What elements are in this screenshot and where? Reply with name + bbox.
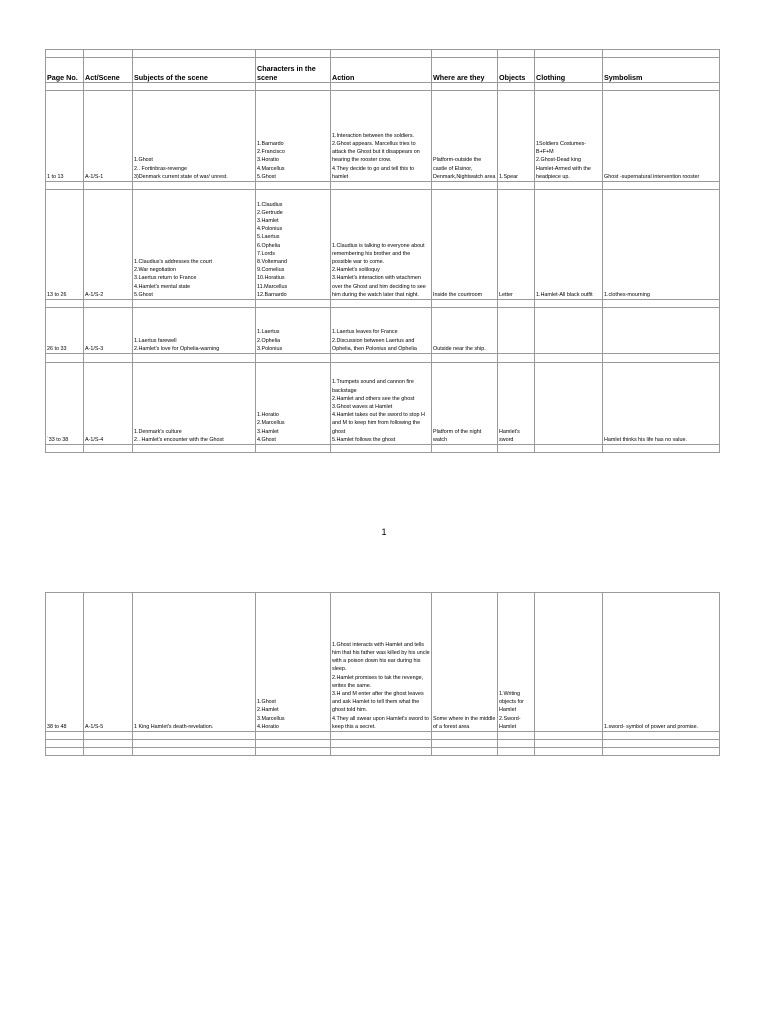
cell-subjects <box>133 363 256 445</box>
cell-line: 1.Claudius's addresses the court <box>134 258 213 265</box>
cell-line: 4.Ghost <box>257 436 276 443</box>
cell-line: 1.Trumpets sound and cannon fire backstage <box>332 379 414 394</box>
spacer-row <box>46 445 720 453</box>
cell-line: 7.Lords <box>257 250 275 257</box>
cell-line: 3.Hamlet <box>257 428 279 435</box>
cell-line: 11.Marcellus <box>257 283 288 290</box>
spacer-row <box>46 83 720 91</box>
cell-line: 1.Interaction between the soldiers. <box>332 132 415 139</box>
cell-clothing <box>535 190 603 300</box>
cell-line: 2.. Fortinbras-revenge <box>134 165 188 172</box>
cell-where: Platform-outside the castle of Elsinor, Denmark,Nightwatch area <box>432 91 498 182</box>
cell-line: 2.Hamlet and others see the ghost <box>332 395 415 402</box>
cell-symbolism <box>603 308 720 354</box>
cell-page-no: 26 to 33 <box>46 308 84 354</box>
cell-subjects <box>133 190 256 300</box>
cell-line: 1.Claudius <box>257 201 283 208</box>
cell-page-no: 1 to 13 <box>46 91 84 182</box>
cell-line: 5.Laertus <box>257 234 280 241</box>
cell-line: 3.Marcellus <box>257 715 285 722</box>
cell-line: 1.Barnardo <box>257 140 284 147</box>
cell-act-scene: A-1/S-3 <box>84 308 133 354</box>
header-objects: Objects <box>498 58 535 83</box>
spacer-row <box>46 354 720 363</box>
spacer-row <box>46 740 720 748</box>
cell-line: 3.Horatio <box>257 157 279 164</box>
cell-objects: 1.Writing objects for Hamlet 2.Sword-Hamlet <box>498 593 535 732</box>
cell-symbolism: 1.clothes-mourning <box>603 190 720 300</box>
cell-line: 1.Laertus farewell <box>134 337 177 344</box>
table-row <box>46 308 720 354</box>
cell-line: 5.Ghost <box>257 173 276 180</box>
cell-line: 12.Barnardo <box>257 291 287 298</box>
cell-line: 2.Hamlet promises to tak the revenge, writes the same. <box>332 674 424 689</box>
scene-table-page-2 <box>45 592 720 756</box>
cell-line: 2.Gertrude <box>257 209 283 216</box>
scene-table-page-1 <box>45 49 720 453</box>
cell-objects: Letter <box>498 190 535 300</box>
cell-line: 2.Hamlet <box>257 707 279 714</box>
header-subjects: Subjects of the scene <box>133 58 256 83</box>
cell-line: 4.Horatio <box>257 723 279 730</box>
cell-symbolism: 1.sword- symbol of power and promise. <box>603 593 720 732</box>
header-row <box>46 58 720 83</box>
cell-line: 2.Discussion between Laertus and Ophelia, then Polonius and Ophelia <box>332 337 417 352</box>
cell-objects: 1.Spear <box>498 91 535 182</box>
cell-line: 3)Denmark current state of war/ unrest. <box>134 173 228 180</box>
spacer-row <box>46 300 720 308</box>
cell-line: 6.Ophelia <box>257 242 281 249</box>
header-characters: Characters in the scene <box>256 58 331 83</box>
cell-line: 1Soldiers Costumes-B+F+M <box>536 140 587 156</box>
cell-line: 4.Hamlet's mental state <box>134 283 191 290</box>
cell-clothing <box>535 593 603 732</box>
header-symbolism: Symbolism <box>603 58 720 83</box>
cell-subjects <box>133 308 256 354</box>
table-row <box>46 190 720 300</box>
table-row <box>46 363 720 445</box>
header-action: Action <box>331 58 432 83</box>
cell-line: 1 King Hamlet's death-revelation. <box>134 723 214 730</box>
header-where: Where are they <box>432 58 498 83</box>
cell-page-no: 38 to 48 <box>46 593 84 732</box>
cell-clothing <box>535 91 603 182</box>
cell-line: 4.They all swear upon Hamlet's sword to keep this a secret. <box>332 715 429 730</box>
cell-line: 2.Ophelia <box>257 337 281 344</box>
cell-line: 4.Hamlet takes out the sword to stop H and M to keep him from following the ghost <box>332 412 425 435</box>
cell-line: 2.. Hamlet's encounter with the Ghost <box>134 436 224 443</box>
cell-line: 1.Denmark's culture <box>134 428 182 435</box>
cell-line: 1.Ghost interacts with Hamlet and tells him that his father was killed by his uncle with a poison down his ear during his sleep. <box>332 641 430 673</box>
header-act-scene: Act/Scene <box>84 58 133 83</box>
cell-line: 3.Ghost waves at Hamlet <box>332 403 393 410</box>
cell-line: 1.Ghost <box>257 699 276 706</box>
cell-objects <box>498 308 535 354</box>
cell-page-no: 13 to 26 <box>46 190 84 300</box>
cell-symbolism: Ghost -supernatural intervention rooster <box>603 91 720 182</box>
cell-line: 2.War negotiation <box>134 267 177 274</box>
cell-line: 3.Hamlet's interaction with wtachmen over the Ghost and him deciding to see him during the watch later that night. <box>332 275 426 298</box>
cell-where: Outside near the ship. <box>432 308 498 354</box>
table-row <box>46 91 720 182</box>
cell-characters <box>256 91 331 182</box>
cell-action <box>331 308 432 354</box>
cell-line: 2.Marcellus <box>257 420 285 427</box>
cell-line: 9.Cornelius <box>257 267 285 274</box>
spacer-row <box>46 182 720 190</box>
cell-line: 2.Hamlet's soliloquy <box>332 267 380 274</box>
cell-clothing <box>535 363 603 445</box>
cell-objects: Hamlet's sword <box>498 363 535 445</box>
cell-line: 1.Hamlet-All black outfit <box>536 291 593 298</box>
cell-line: 1.Horatio <box>257 412 279 419</box>
cell-line: 1.Ghost <box>134 157 153 164</box>
cell-line: 5.Hamlet follows the ghost <box>332 436 396 443</box>
cell-line: 3.H and M enter after the ghost leaves and ask Hamlet to tell them what the ghost told him. <box>332 690 424 714</box>
cell-line: 3.Hamlet <box>257 217 279 224</box>
cell-where: Inside the courtroom <box>432 190 498 300</box>
cell-characters <box>256 593 331 732</box>
cell-line: 4.Marcellus <box>257 165 285 172</box>
cell-subjects <box>133 91 256 182</box>
spacer-row <box>46 748 720 756</box>
cell-line: 1.Laertus <box>257 329 280 336</box>
header-clothing: Clothing <box>535 58 603 83</box>
cell-line: 3.Laertus return to France <box>134 275 197 282</box>
cell-act-scene: A-1/S-5 <box>84 593 133 732</box>
cell-action <box>331 91 432 182</box>
cell-clothing <box>535 308 603 354</box>
cell-line: 10.Horatius <box>257 275 285 282</box>
cell-action <box>331 190 432 300</box>
cell-where: Platform of the night watch <box>432 363 498 445</box>
spacer-row <box>46 732 720 740</box>
cell-action <box>331 363 432 445</box>
cell-line: 2.Francisco <box>257 149 285 156</box>
cell-characters <box>256 363 331 445</box>
cell-characters <box>256 190 331 300</box>
table-row <box>46 593 720 732</box>
cell-line: 2.Ghost appears. Marcellus tries to attack the Ghost but it disappears on hearing the rooster crow. <box>332 140 420 164</box>
cell-act-scene: A-1/S-4 <box>84 363 133 445</box>
cell-line: 1.Claudius is talking to everyone about remembering his brother and the possible war to come. <box>332 242 425 265</box>
cell-line: 4.Polonius <box>257 226 283 233</box>
cell-characters <box>256 308 331 354</box>
cell-subjects <box>133 593 256 732</box>
cell-act-scene: A-1/S-1 <box>84 91 133 182</box>
cell-where: Some where in the middle of a forest area <box>432 593 498 732</box>
cell-line: 5.Ghost <box>134 291 153 298</box>
cell-line: 2.Hamlet's love for Ophelia-warning <box>134 345 220 352</box>
header-page-no: Page No. <box>46 58 84 83</box>
cell-page-no: `33 to 38 <box>46 363 84 445</box>
page-number: 1 <box>381 527 387 537</box>
spacer-row <box>46 50 720 58</box>
cell-line: 8.Voltemand <box>257 258 287 265</box>
cell-symbolism: Hamlet thinks his life has no value. <box>603 363 720 445</box>
cell-action <box>331 593 432 732</box>
cell-line: 3.Polonius <box>257 345 283 352</box>
cell-line: 2.Ghost-Dead king Hamlet-Armed with the headpiece up. <box>536 157 591 180</box>
cell-line: 4.They decide to go and tell this to hamlet <box>332 165 415 180</box>
cell-line: 1.Laertus leaves for France <box>332 329 398 336</box>
cell-act-scene: A-1/S-2 <box>84 190 133 300</box>
